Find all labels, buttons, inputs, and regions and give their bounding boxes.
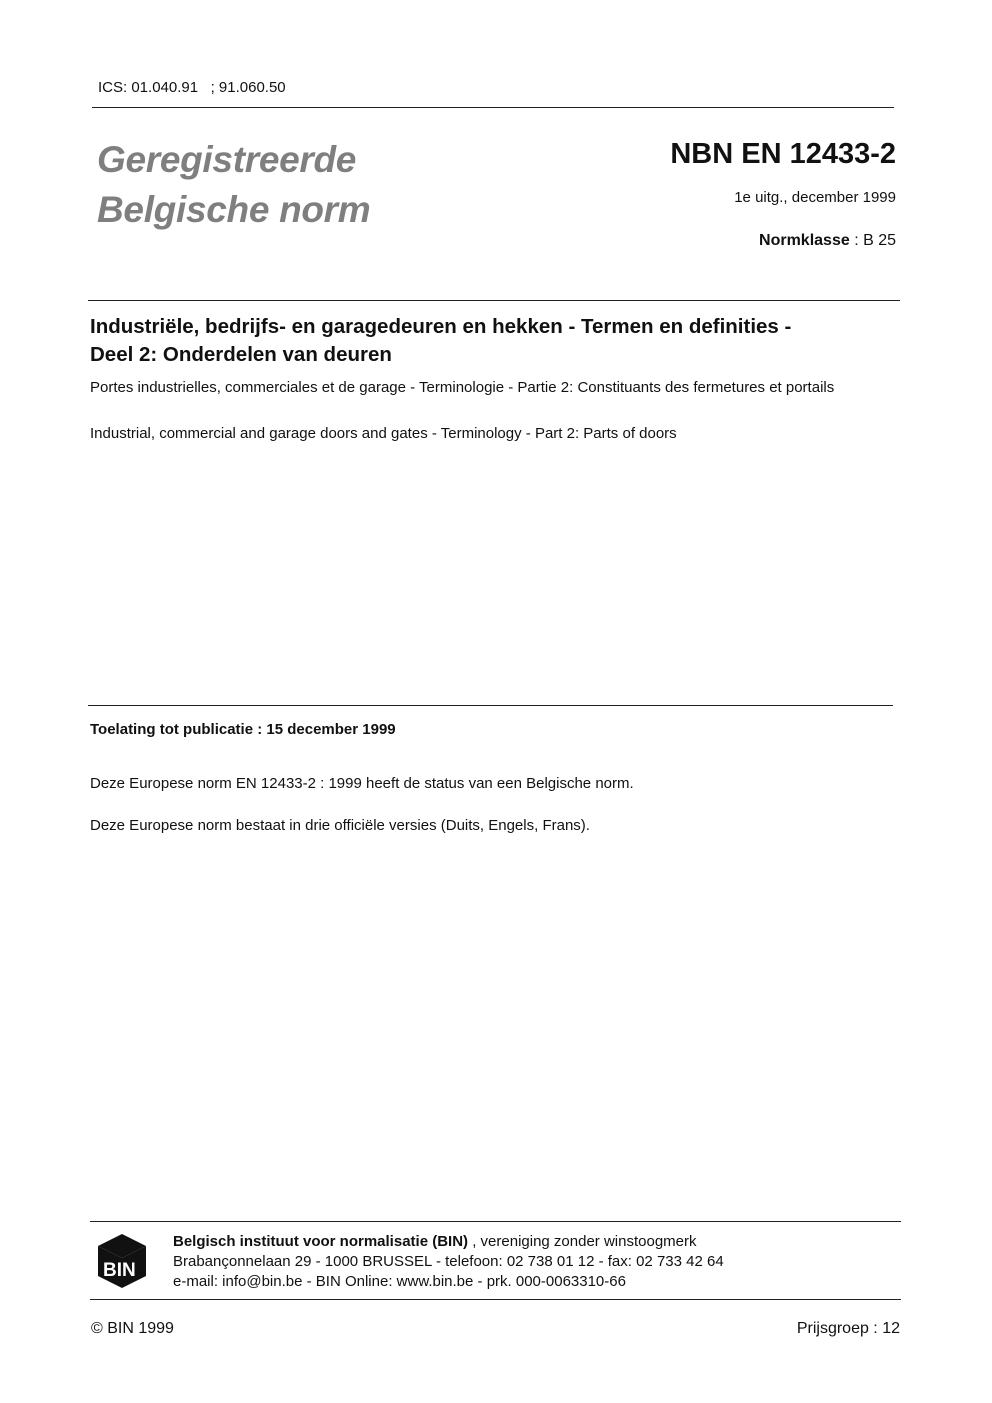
approval-date: Toelating tot publicatie : 15 december 1999 [90,721,396,738]
institute-info [173,1232,724,1292]
institute-address: Brabançonnelaan 29 - 1000 BRUSSEL - telefoon: 02 738 01 12 - fax: 02 733 42 64 [173,1253,724,1270]
title-dutch-line-1: Industriële, bedrijfs- en garagedeuren en hekken - Termen en definities - [90,315,792,338]
norm-class-label: Normklasse [759,232,850,249]
title-french: Portes industrielles, commerciales et de garage - Terminologie - Partie 2: Constituants des fermetures et portails [90,379,835,396]
versions-paragraph: Deze Europese norm bestaat in drie officiële versies (Duits, Engels, Frans). [90,817,590,834]
publication-rule [88,705,893,706]
institute-rule [90,1221,901,1222]
brand-line-2: Belgische norm [97,189,371,230]
institute-name: Belgisch instituut voor normalisatie (BIN) [173,1233,469,1250]
edition: 1e uitg., december 1999 [734,189,896,206]
norm-class-value: : B 25 [854,232,896,249]
footer-rule [90,1299,901,1300]
standard-code: NBN EN 12433-2 [670,138,896,170]
institute-type: , vereniging zonder winstoogmerk [468,1233,697,1250]
title-dutch-line-2: Deel 2: Onderdelen van deuren [90,343,392,366]
copyright: © BIN 1999 [91,1320,174,1337]
bin-logo-text: BIN [103,1260,136,1281]
brand-line-1: Geregistreerde [97,139,357,180]
brand-title [97,135,370,235]
price-group: Prijsgroep : 12 [796,1320,900,1337]
title-english: Industrial, commercial and garage doors and gates - Terminology - Part 2: Parts of doors [90,425,677,442]
status-paragraph: Deze Europese norm EN 12433-2 : 1999 heeft de status van een Belgische norm. [90,775,634,792]
ics-codes: ICS: 01.040.91 ; 91.060.50 [98,79,286,96]
title-rule [88,300,900,301]
norm-class [759,232,896,250]
institute-name-line [173,1232,724,1252]
bin-logo [96,1232,148,1290]
top-rule [92,107,894,108]
title-dutch [90,313,910,369]
institute-contact: e-mail: info@bin.be - BIN Online: www.bin.be - prk. 000-0063310-66 [173,1273,626,1290]
